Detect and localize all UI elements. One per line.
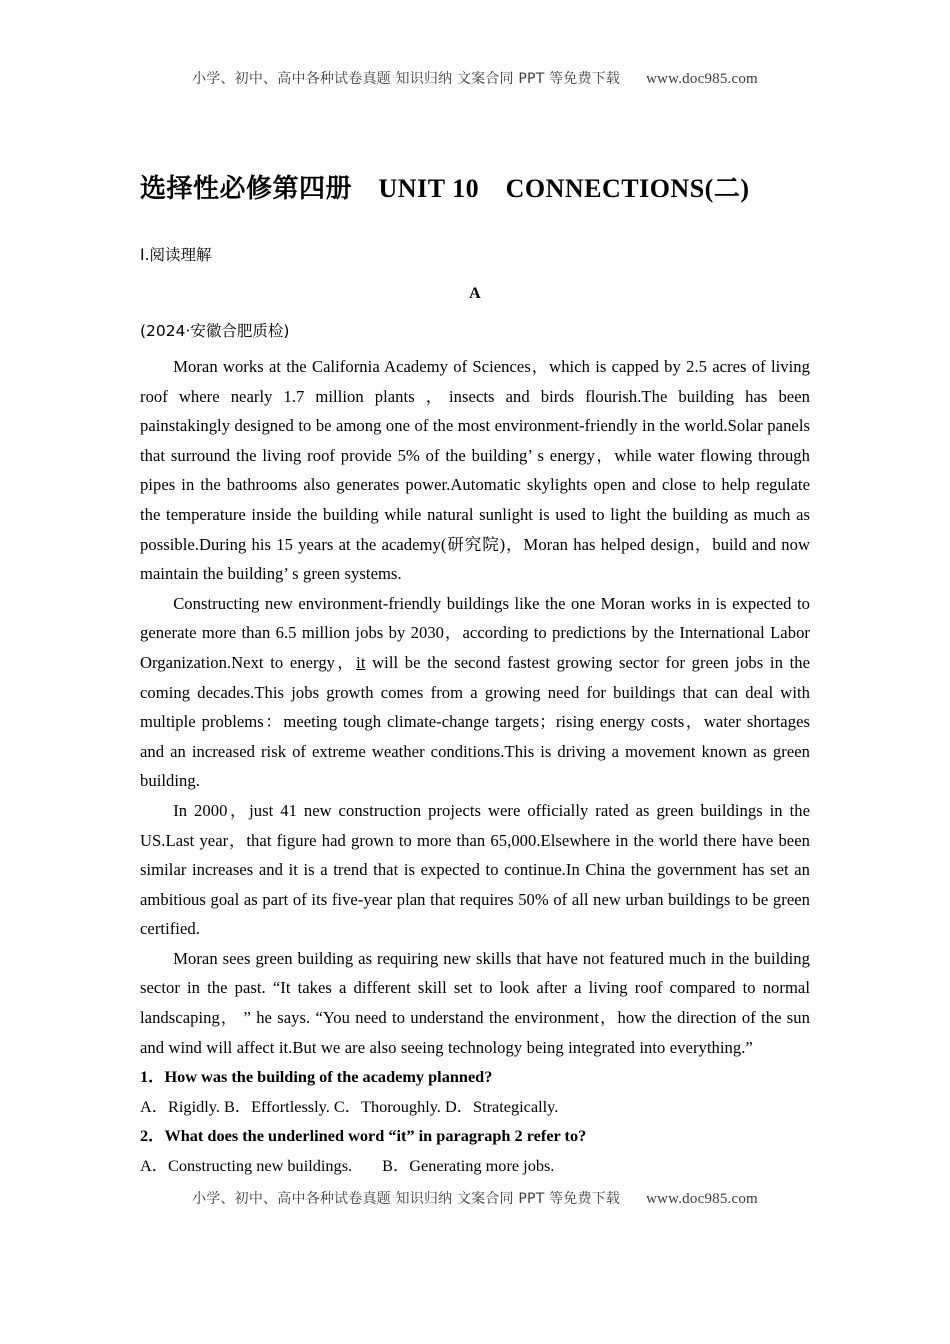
document-content [140,243,810,1181]
page-footer [0,1188,950,1208]
section-numeral: Ⅰ [140,247,145,264]
question-2-options [140,1151,810,1181]
passage-paragraph-2 [140,589,810,796]
passage-source: (2024·安徽合肥质检) [140,322,290,340]
page-header [0,68,950,88]
passage-paragraph-3: In 2000，just 41 new construction projects were officially rated as green buildings in the US.Last year，that figure had grown to more than 65,000.Elsewhere in the world there have been similar increases and it is a trend that is expected to continue.In China the government has set an ambitious goal as part of its five-year plan that requires 50% of all new urban buildings to be green certified. [140,800,810,939]
question-1-text: How was the building of the academy planned? [164,1067,493,1087]
passage-paragraph-1: Moran works at the California Academy of Sciences，which is capped by 2.5 acres of living roof where nearly 1.7 million plants ，insects and birds flourish.The building has been painstakingly designed to be among one of the most environment-friendly in the world.Solar panels that surround the living roof provide 5% of the building’ s energy，while water flowing through pipes in the bathrooms also generates power.Automatic skylights open and close to help regulate the temperature inside the building while natural sunlight is used to light the building as much as possible.During his 15 years at the academy(研究院)，Moran has helped design，build and now maintain the building’ s green systems. [140,357,810,584]
section-label: .阅读理解 [144,246,212,264]
page-header-url: www.doc985.com [646,71,758,87]
question-2-number: 2． [140,1126,165,1146]
question-2-option-a: A．Constructing new buildings. [140,1156,353,1176]
question-2 [140,1121,810,1151]
page-title [140,168,810,205]
underlined-word-it: it [356,652,366,672]
page-footer-chinese-text: 小学、初中、高中各种试卷真题 知识归纳 文案合同 PPT 等免费下载 [192,1191,621,1207]
question-2-option-b: B．Generating more jobs. [382,1156,555,1176]
question-1-number: 1． [140,1067,165,1087]
passage-paragraph-4: Moran sees green building as requiring new skills that have not featured much in the building sector in the past. “It takes a different skill set to look after a living roof compared to normal landscaping， ” he says. “You need to understand the environment，how the direction of the sun and wind will affect it.But we are also seeing technology being integrated into everything.” [140,948,810,1057]
page-header-chinese-text: 小学、初中、高中各种试卷真题 知识归纳 文案合同 PPT 等免费下载 [192,71,621,87]
question-1-options [140,1092,810,1122]
page-title-english: UNIT 10 CONNECTIONS(二) [378,174,750,203]
paragraph-2-lead: Constructing new environment-friendly buildings like the one Moran works in is expected to generate more than 6.5 million jobs by 2030，according to predictions by the International Labor Organization.Next to energy， [140,593,810,672]
question-1-options-line: A．Rigidly. B．Effortlessly. C．Thoroughly. D．Strategically. [140,1096,559,1116]
page-footer-url: www.doc985.com [646,1191,758,1207]
page-title-chinese: 选择性必修第四册 [140,174,353,204]
question-2-text: What does the underlined word “it” in paragraph 2 refer to? [164,1126,587,1146]
passage-letter: A [469,285,481,302]
question-1 [140,1062,810,1092]
section-heading [140,243,810,265]
paragraph-2-rest: will be the second fastest growing sector for green jobs in the coming decades.This jobs growth comes from a growing need for buildings that can deal with multiple problems：meeting tough climate-change targets；rising energy costs，water shortages and an increased risk of extreme weather conditions.This is driving a movement known as green building. [140,652,810,791]
